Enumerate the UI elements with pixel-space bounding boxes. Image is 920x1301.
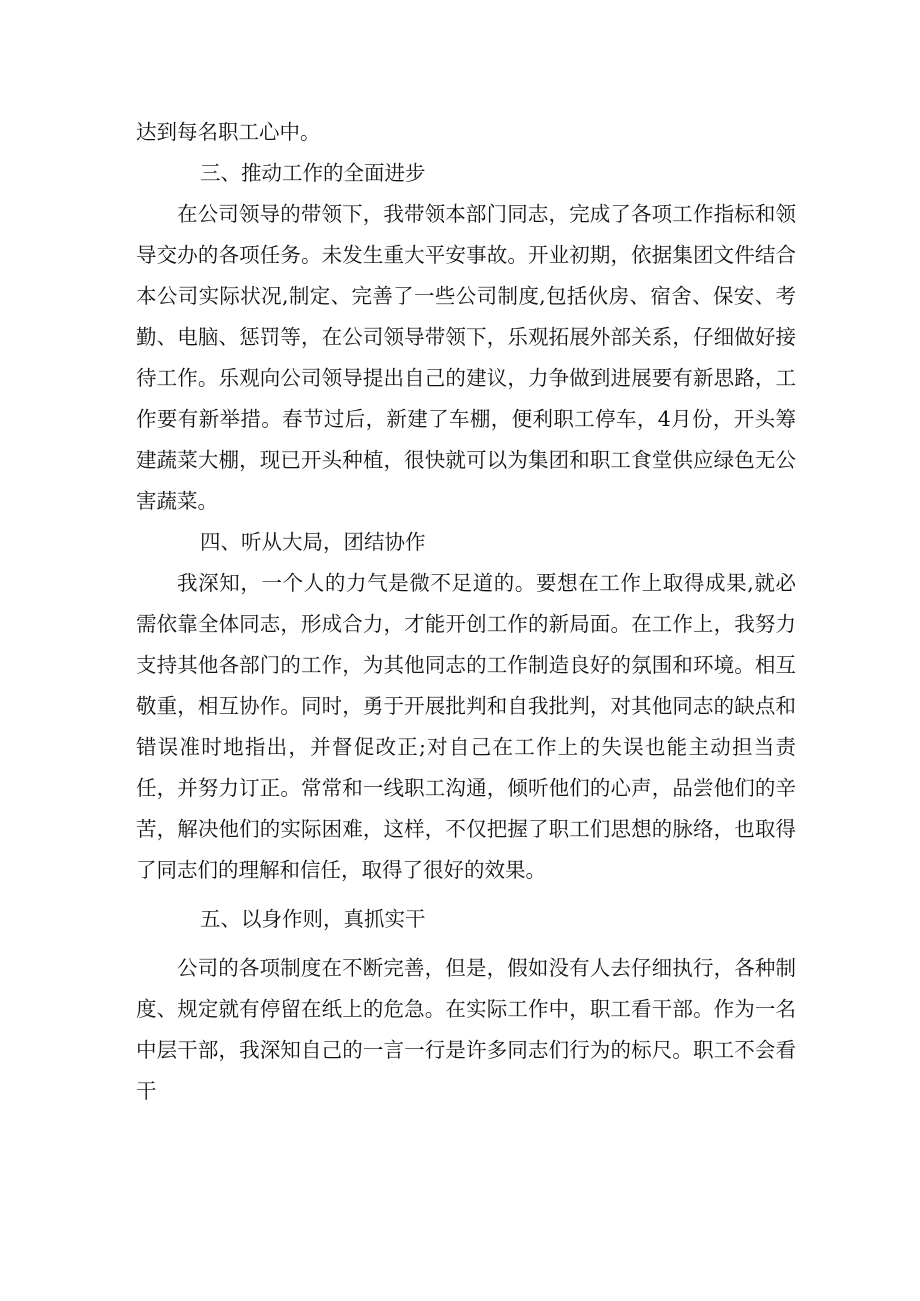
continuation-paragraph: 达到每名职工心中。: [136, 120, 321, 144]
document-body: [136, 112, 796, 1112]
section-heading-5: 五、以身作则，真抓实干: [200, 907, 426, 931]
body-paragraph-3: 在公司领导的带领下，我带领本部门同志，完成了各项工作指标和领导交办的各项任务。未发生重大平安事故。开业初期，依据集团文件结合本公司实际状况,制定、完善了一些公司制度,包括伙房、宿舍、保安、考勤、电脑、惩罚等，在公司领导带领下，乐观拓展外部关系，仔细做好接待工作。乐观向公司领导提出自己的建议，力争做到进展要有新思路，工作要有新举措。春节过后，新建了车棚，便利职工停车，4月份，开头筹建蔬菜大棚，现已开头种植，很快就可以为集团和职工食堂供应绿色无公害蔬菜。: [136, 202, 796, 513]
body-paragraph-5: 公司的各项制度在不断完善，但是，假如没有人去仔细执行，各种制度、规定就有停留在纸上的危急。在实际工作中，职工看干部。作为一名中层干部，我深知自己的一言一行是许多同志们行为的标尺。职工不会看干: [136, 956, 796, 1103]
body-paragraph-4: 我深知，一个人的力气是微不足道的。要想在工作上取得成果,就必需依靠全体同志，形成合力，才能开创工作的新局面。在工作上，我努力支持其他各部门的工作，为其他同志的工作制造良好的氛围和环境。相互敬重，相互协作。同时，勇于开展批判和自我批判，对其他同志的缺点和错误准时地指出，并督促改正;对自己在工作上的失误也能主动担当责任，并努力订正。常常和一线职工沟通，倾听他们的心声，品尝他们的辛苦，解决他们的实际困难，这样，不仅把握了职工们思想的脉络，也取得了同志们的理解和信任，取得了很好的效果。: [136, 571, 796, 882]
section-heading-3: 三、推动工作的全面进步: [200, 161, 426, 185]
section-heading-4: 四、听从大局，团结协作: [200, 530, 426, 554]
